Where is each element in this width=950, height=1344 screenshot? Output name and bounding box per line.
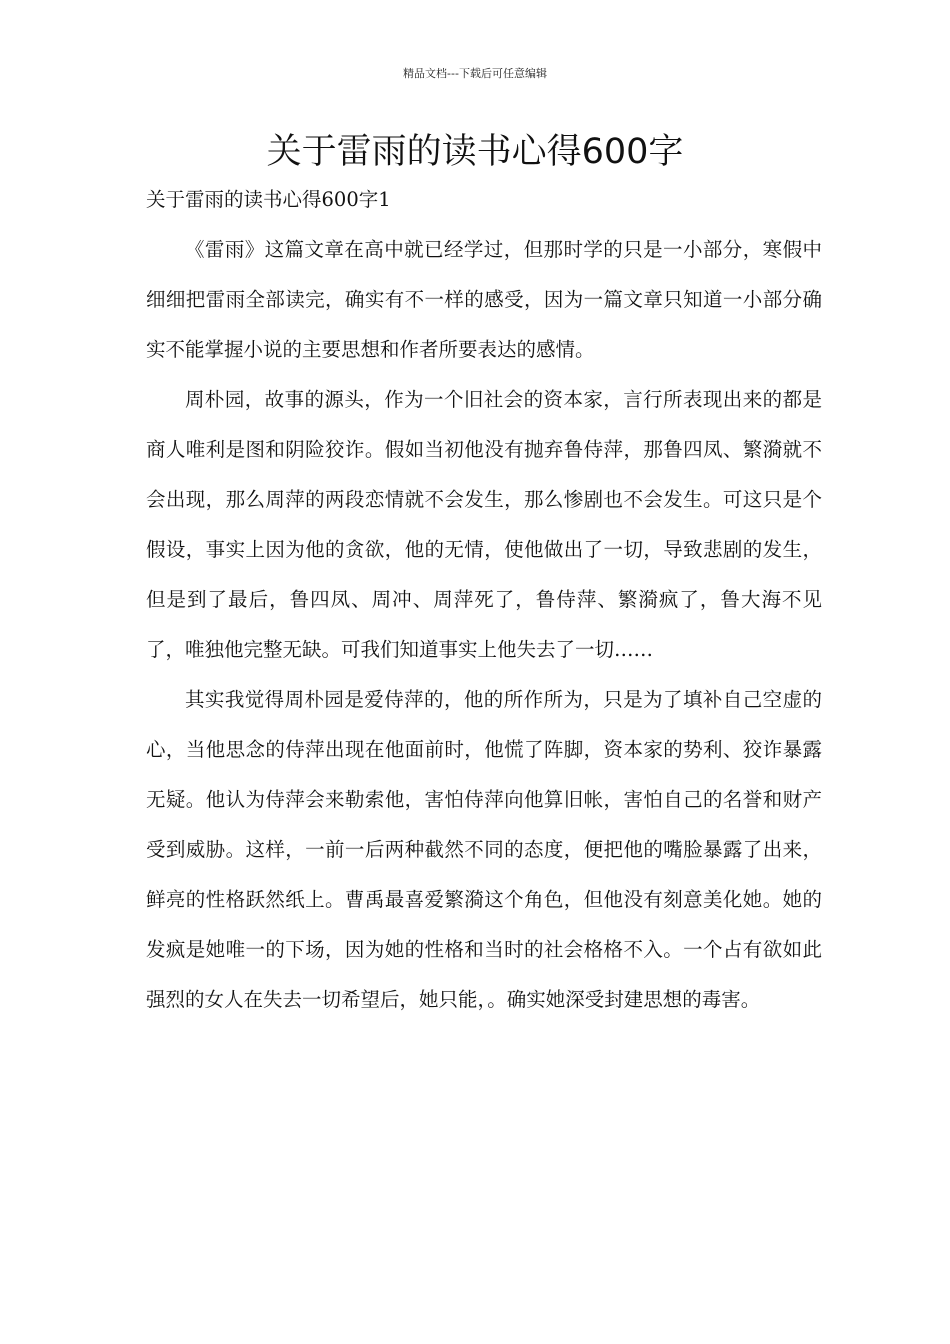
document-body <box>146 225 822 1025</box>
header-note: 精品文档---下载后可任意编辑 <box>403 67 547 80</box>
body-paragraph: 《雷雨》这篇文章在高中就已经学过，但那时学的只是一小部分，寒假中细细把雷雨全部读完，确实有不一样的感受，因为一篇文章只知道一小部分确实不能掌握小说的主要思想和作者所要表达的感情。 <box>146 238 822 361</box>
document-title: 关于雷雨的读书心得600字 <box>266 132 684 172</box>
body-paragraph: 周朴园，故事的源头，作为一个旧社会的资本家，言行所表现出来的都是商人唯利是图和阴险狡诈。假如当初他没有抛弃鲁侍萍，那鲁四凤、繁漪就不会出现，那么周萍的两段恋情就不会发生，那么惨剧也不会发生。可这只是个假设，事实上因为他的贪欲，他的无情，使他做出了一切，导致悲剧的发生，但是到了最后，鲁四凤、周冲、周萍死了，鲁侍萍、繁漪疯了，鲁大海不见了，唯独他完整无缺。可我们知道事实上他失去了一切…… <box>146 388 822 661</box>
body-paragraph: 其实我觉得周朴园是爱侍萍的，他的所作所为，只是为了填补自己空虚的心，当他思念的侍萍出现在他面前时，他慌了阵脚，资本家的势利、狡诈暴露无疑。他认为侍萍会来勒索他，害怕侍萍向他算旧帐，害怕自己的名誉和财产受到威胁。这样，一前一后两种截然不同的态度，便把他的嘴脸暴露了出来，鲜亮的性格跃然纸上。曹禹最喜爱繁漪这个角色，但他没有刻意美化她。她的发疯是她唯一的下场，因为她的性格和当时的社会格格不入。一个占有欲如此强烈的女人在失去一切希望后，她只能，。确实她深受封建思想的毒害。 <box>146 688 822 1011</box>
section-subheading: 关于雷雨的读书心得600字1 <box>146 188 391 211</box>
